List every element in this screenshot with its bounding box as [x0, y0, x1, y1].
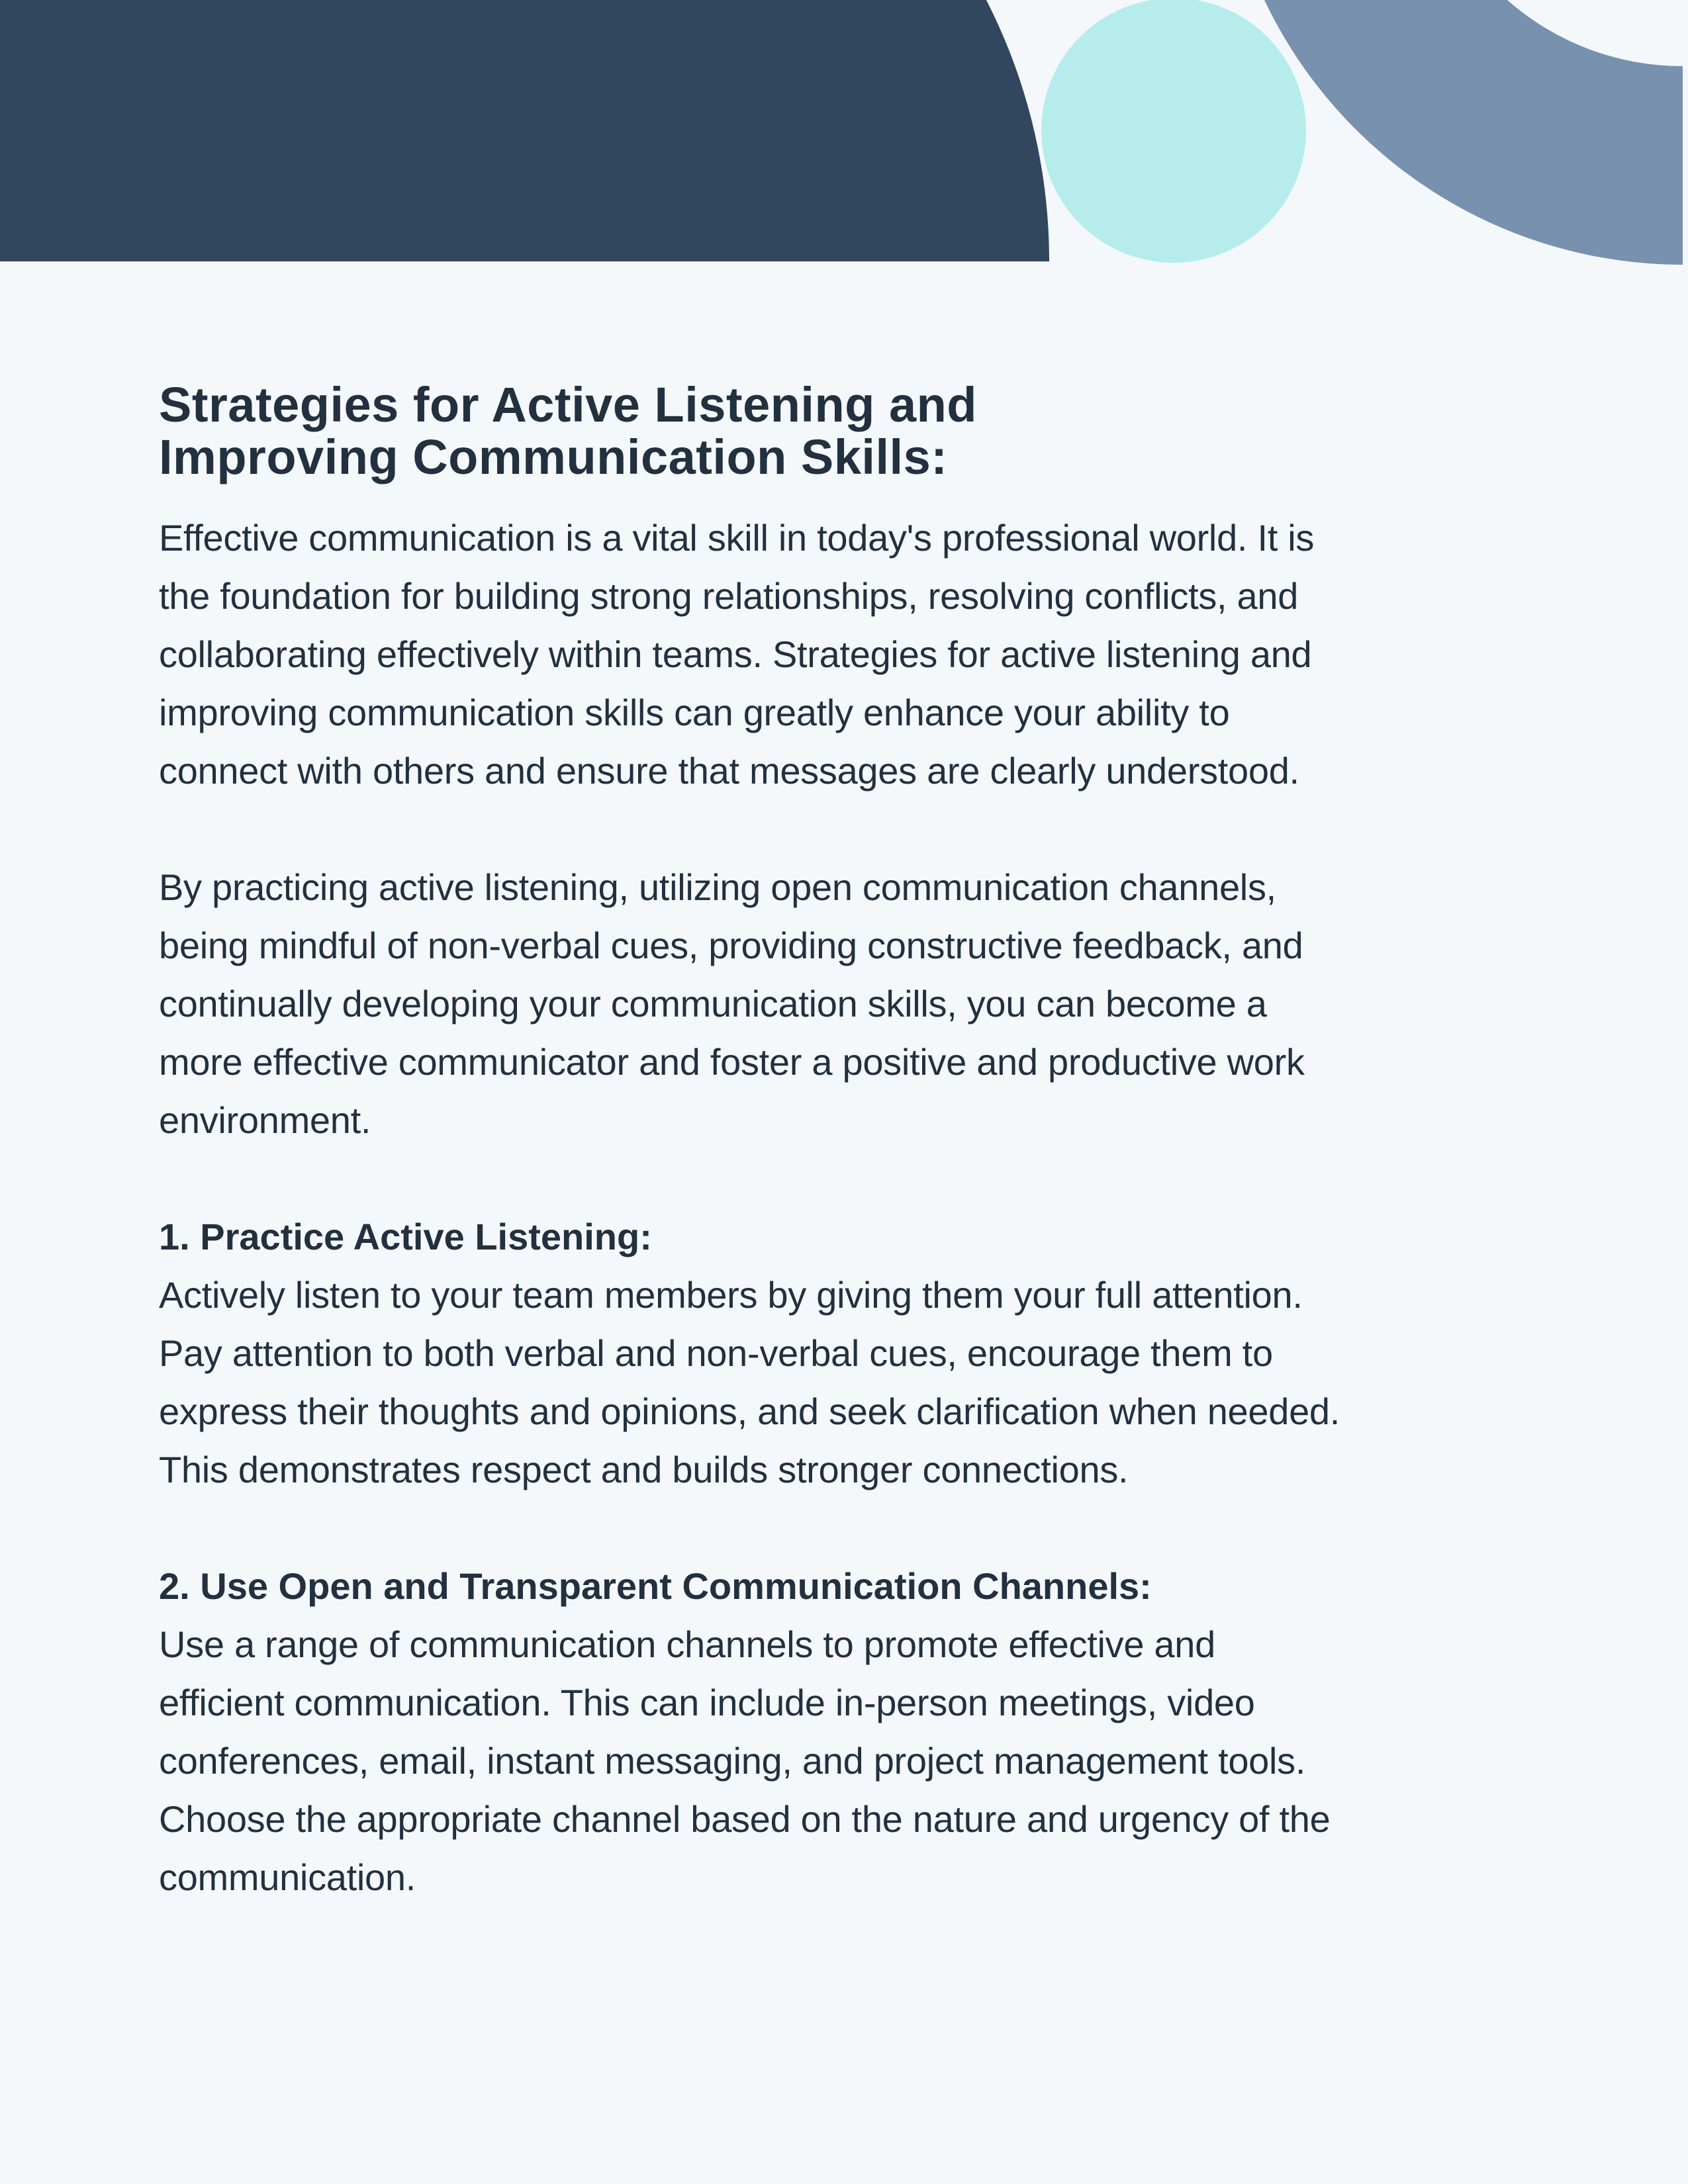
title-line-1: Strategies for Active Listening and: [159, 377, 978, 432]
text-line: Actively listen to your team members by giving them your full attention.: [159, 1274, 1303, 1316]
text-line: conferences, email, instant messaging, and project management tools.: [159, 1740, 1306, 1782]
section-open-communication-channels: [159, 1557, 1549, 1907]
text-line: Pay attention to both verbal and non-verbal cues, encourage them to: [159, 1332, 1273, 1374]
text-line: By practicing active listening, utilizing open communication channels,: [159, 866, 1276, 908]
paragraph-spacer: [159, 1150, 1549, 1208]
text-line: efficient communication. This can include in-person meetings, video: [159, 1682, 1255, 1723]
text-line: being mindful of non-verbal cues, providing constructive feedback, and: [159, 925, 1303, 966]
document-body: [159, 509, 1549, 1907]
teal-circle-shape: [1041, 0, 1306, 263]
text-line: improving communication skills can greatly enhance your ability to: [159, 692, 1230, 733]
section-heading: 1. Practice Active Listening:: [159, 1216, 652, 1257]
text-line: connect with others and ensure that messages are clearly understood.: [159, 750, 1299, 792]
text-line: Choose the appropriate channel based on the nature and urgency of the: [159, 1798, 1331, 1840]
text-line: continually developing your communication skills, you can become a: [159, 983, 1267, 1024]
page-title: [159, 379, 977, 483]
text-line: express their thoughts and opinions, and seek clarification when needed.: [159, 1390, 1340, 1432]
title-line-2: Improving Communication Skills:: [159, 430, 948, 484]
paragraph-spacer: [159, 800, 1549, 858]
text-line: Effective communication is a vital skill in today's professional world. It is: [159, 517, 1315, 559]
text-line: environment.: [159, 1099, 371, 1141]
section-practice-active-listening: [159, 1208, 1549, 1499]
slate-ring-shape: [1264, 0, 1683, 265]
header-decoration: [0, 0, 1688, 278]
intro-paragraph-1: [159, 509, 1549, 800]
dark-panel-shape: [0, 0, 1049, 261]
paragraph-spacer: [159, 1499, 1549, 1557]
text-line: Use a range of communication channels to promote effective and: [159, 1623, 1215, 1665]
intro-paragraph-2: [159, 858, 1549, 1150]
text-line: This demonstrates respect and builds stronger connections.: [159, 1449, 1129, 1490]
text-line: collaborating effectively within teams. Strategies for active listening and: [159, 633, 1312, 675]
text-line: more effective communicator and foster a positive and productive work: [159, 1041, 1305, 1083]
text-line: the foundation for building strong relationships, resolving conflicts, and: [159, 575, 1299, 617]
section-heading: 2. Use Open and Transparent Communication Channels:: [159, 1565, 1152, 1607]
text-line: communication.: [159, 1856, 416, 1898]
